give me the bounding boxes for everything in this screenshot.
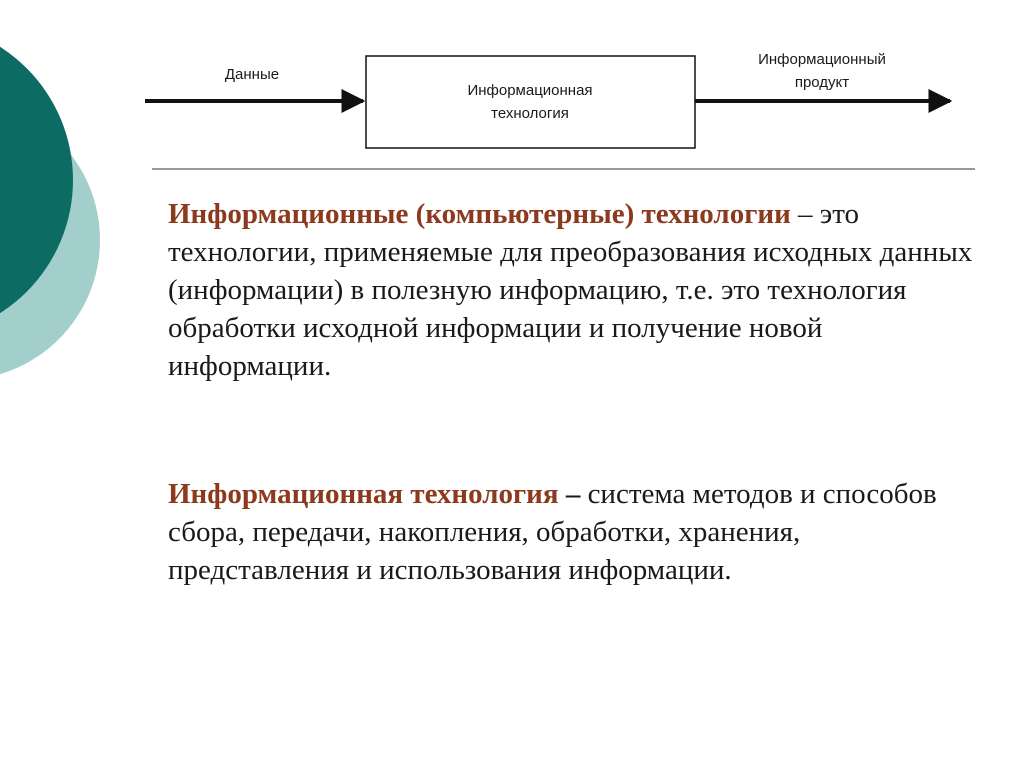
output-label-line2: продукт <box>794 74 850 91</box>
definition-computer-technologies <box>168 195 988 385</box>
definition-dash: – <box>798 198 813 230</box>
process-label-line1: Информационная <box>467 82 593 99</box>
input-label: Данные <box>224 66 280 83</box>
process-label-line2: технология <box>491 105 569 122</box>
definition-dash: – <box>565 478 581 510</box>
output-label-line1: Информационный <box>758 51 886 68</box>
process-diagram <box>0 0 1024 180</box>
process-box <box>366 56 695 148</box>
definition-text: это технологии, применяемые для преобразования исходных данных (информации) в полезную информацию, т.е. это технология обработки исходной информации и получение новой информации. <box>168 198 973 382</box>
definition-information-technology <box>168 475 988 589</box>
definition-term: Информационные (компьютерные) технологии <box>168 198 791 230</box>
definition-term: Информационная технология <box>168 478 559 510</box>
definition-text: система методов и способов сбора, передачи, накопления, обработки, хранения, представления и использования информации. <box>168 478 937 586</box>
